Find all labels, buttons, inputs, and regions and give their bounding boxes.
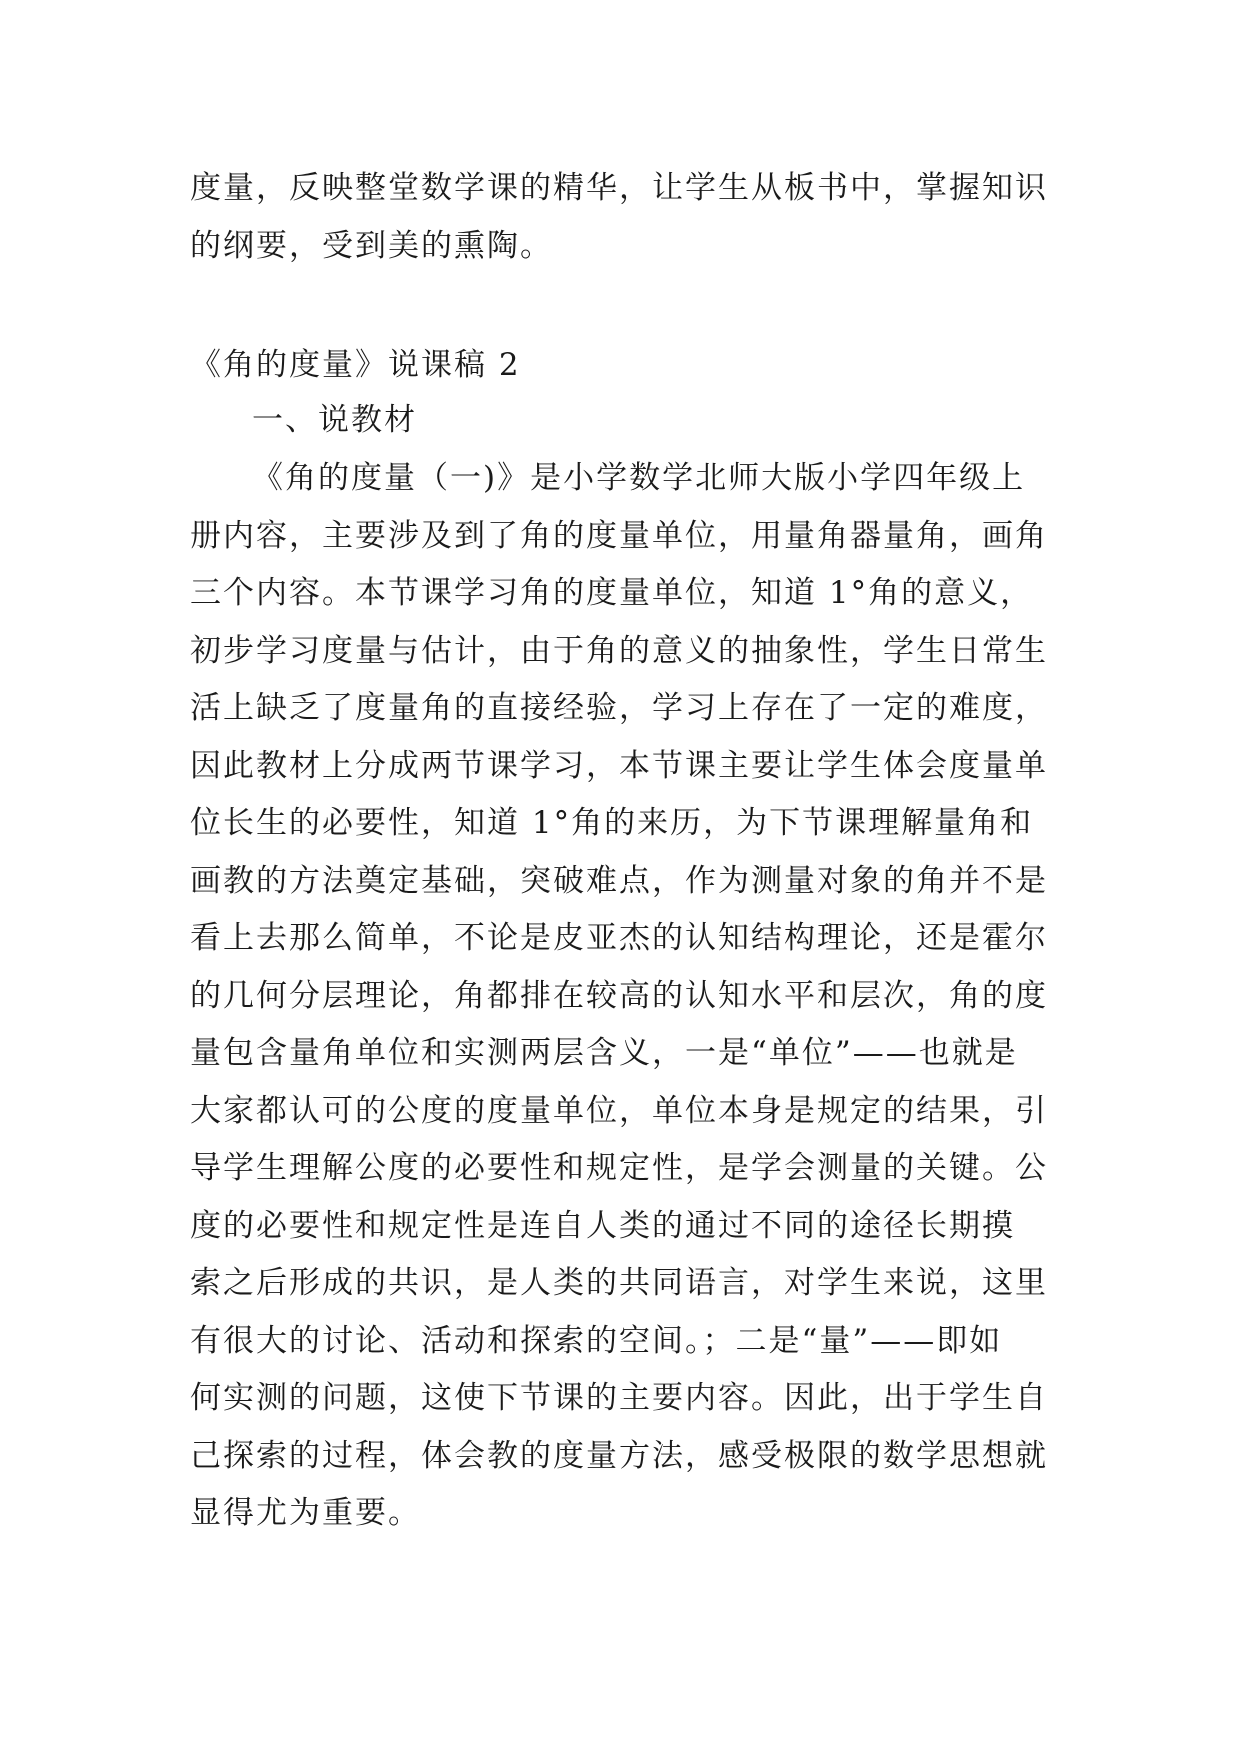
main-paragraph xyxy=(190,450,1070,1543)
paragraph-line: 活上缺乏了度量角的直接经验，学习上存在了一定的难度， xyxy=(190,690,1048,726)
document-title: 《角的度量》说课稿 2 xyxy=(190,347,521,383)
paragraph-line: 显得尤为重要。 xyxy=(190,1495,421,1531)
paragraph-line: 《角的度量（一)》是小学数学北师大版小学四年级上 xyxy=(252,460,1026,496)
paragraph-line: 度量，反映整堂数学课的精华，让学生从板书中，掌握知识 xyxy=(190,170,1048,206)
top-paragraph xyxy=(190,160,1070,275)
paragraph-line: 有很大的讨论、活动和探索的空间。；二是“量”——即如 xyxy=(190,1322,1003,1359)
paragraph-line: 画教的方法奠定基础，突破难点，作为测量对象的角并不是 xyxy=(190,862,1048,899)
paragraph-line: 度的必要性和规定性是连自人类的通过不同的途径长期摸 xyxy=(190,1207,1015,1244)
paragraph-line: 何实测的问题，这使下节课的主要内容。因此，出于学生自 xyxy=(190,1380,1048,1416)
paragraph-line: 三个内容。本节课学习角的度量单位，知道 1°角的意义， xyxy=(190,575,1034,611)
paragraph-line: 的几何分层理论，角都排在较高的认知水平和层次，角的度 xyxy=(190,977,1048,1014)
paragraph-line: 索之后形成的共识，是人类的共同语言，对学生来说，这里 xyxy=(190,1265,1048,1301)
paragraph-line: 的纲要，受到美的熏陶。 xyxy=(190,227,553,264)
paragraph-line: 导学生理解公度的必要性和规定性，是学会测量的关键。公 xyxy=(190,1150,1048,1186)
paragraph-line: 位长生的必要性，知道 1°角的来历，为下节课理解量角和 xyxy=(190,805,1034,841)
paragraph-line: 量包含量角单位和实测两层含义，一是“单位”——也就是 xyxy=(190,1035,1018,1071)
paragraph-line: 初步学习度量与估计，由于角的意义的抽象性，学生日常生 xyxy=(190,632,1048,669)
paragraph-line: 因此教材上分成两节课学习，本节课主要让学生体会度量单 xyxy=(190,747,1048,784)
section-heading: 一、说教材 xyxy=(252,402,417,438)
paragraph-line: 册内容，主要涉及到了角的度量单位，用量角器量角，画角 xyxy=(190,517,1048,554)
paragraph-line: 己探索的过程，体会教的度量方法，感受极限的数学思想就 xyxy=(190,1437,1048,1474)
paragraph-line: 看上去那么简单，不论是皮亚杰的认知结构理论，还是霍尔 xyxy=(190,920,1048,956)
paragraph-line: 大家都认可的公度的度量单位，单位本身是规定的结果，引 xyxy=(190,1092,1048,1129)
